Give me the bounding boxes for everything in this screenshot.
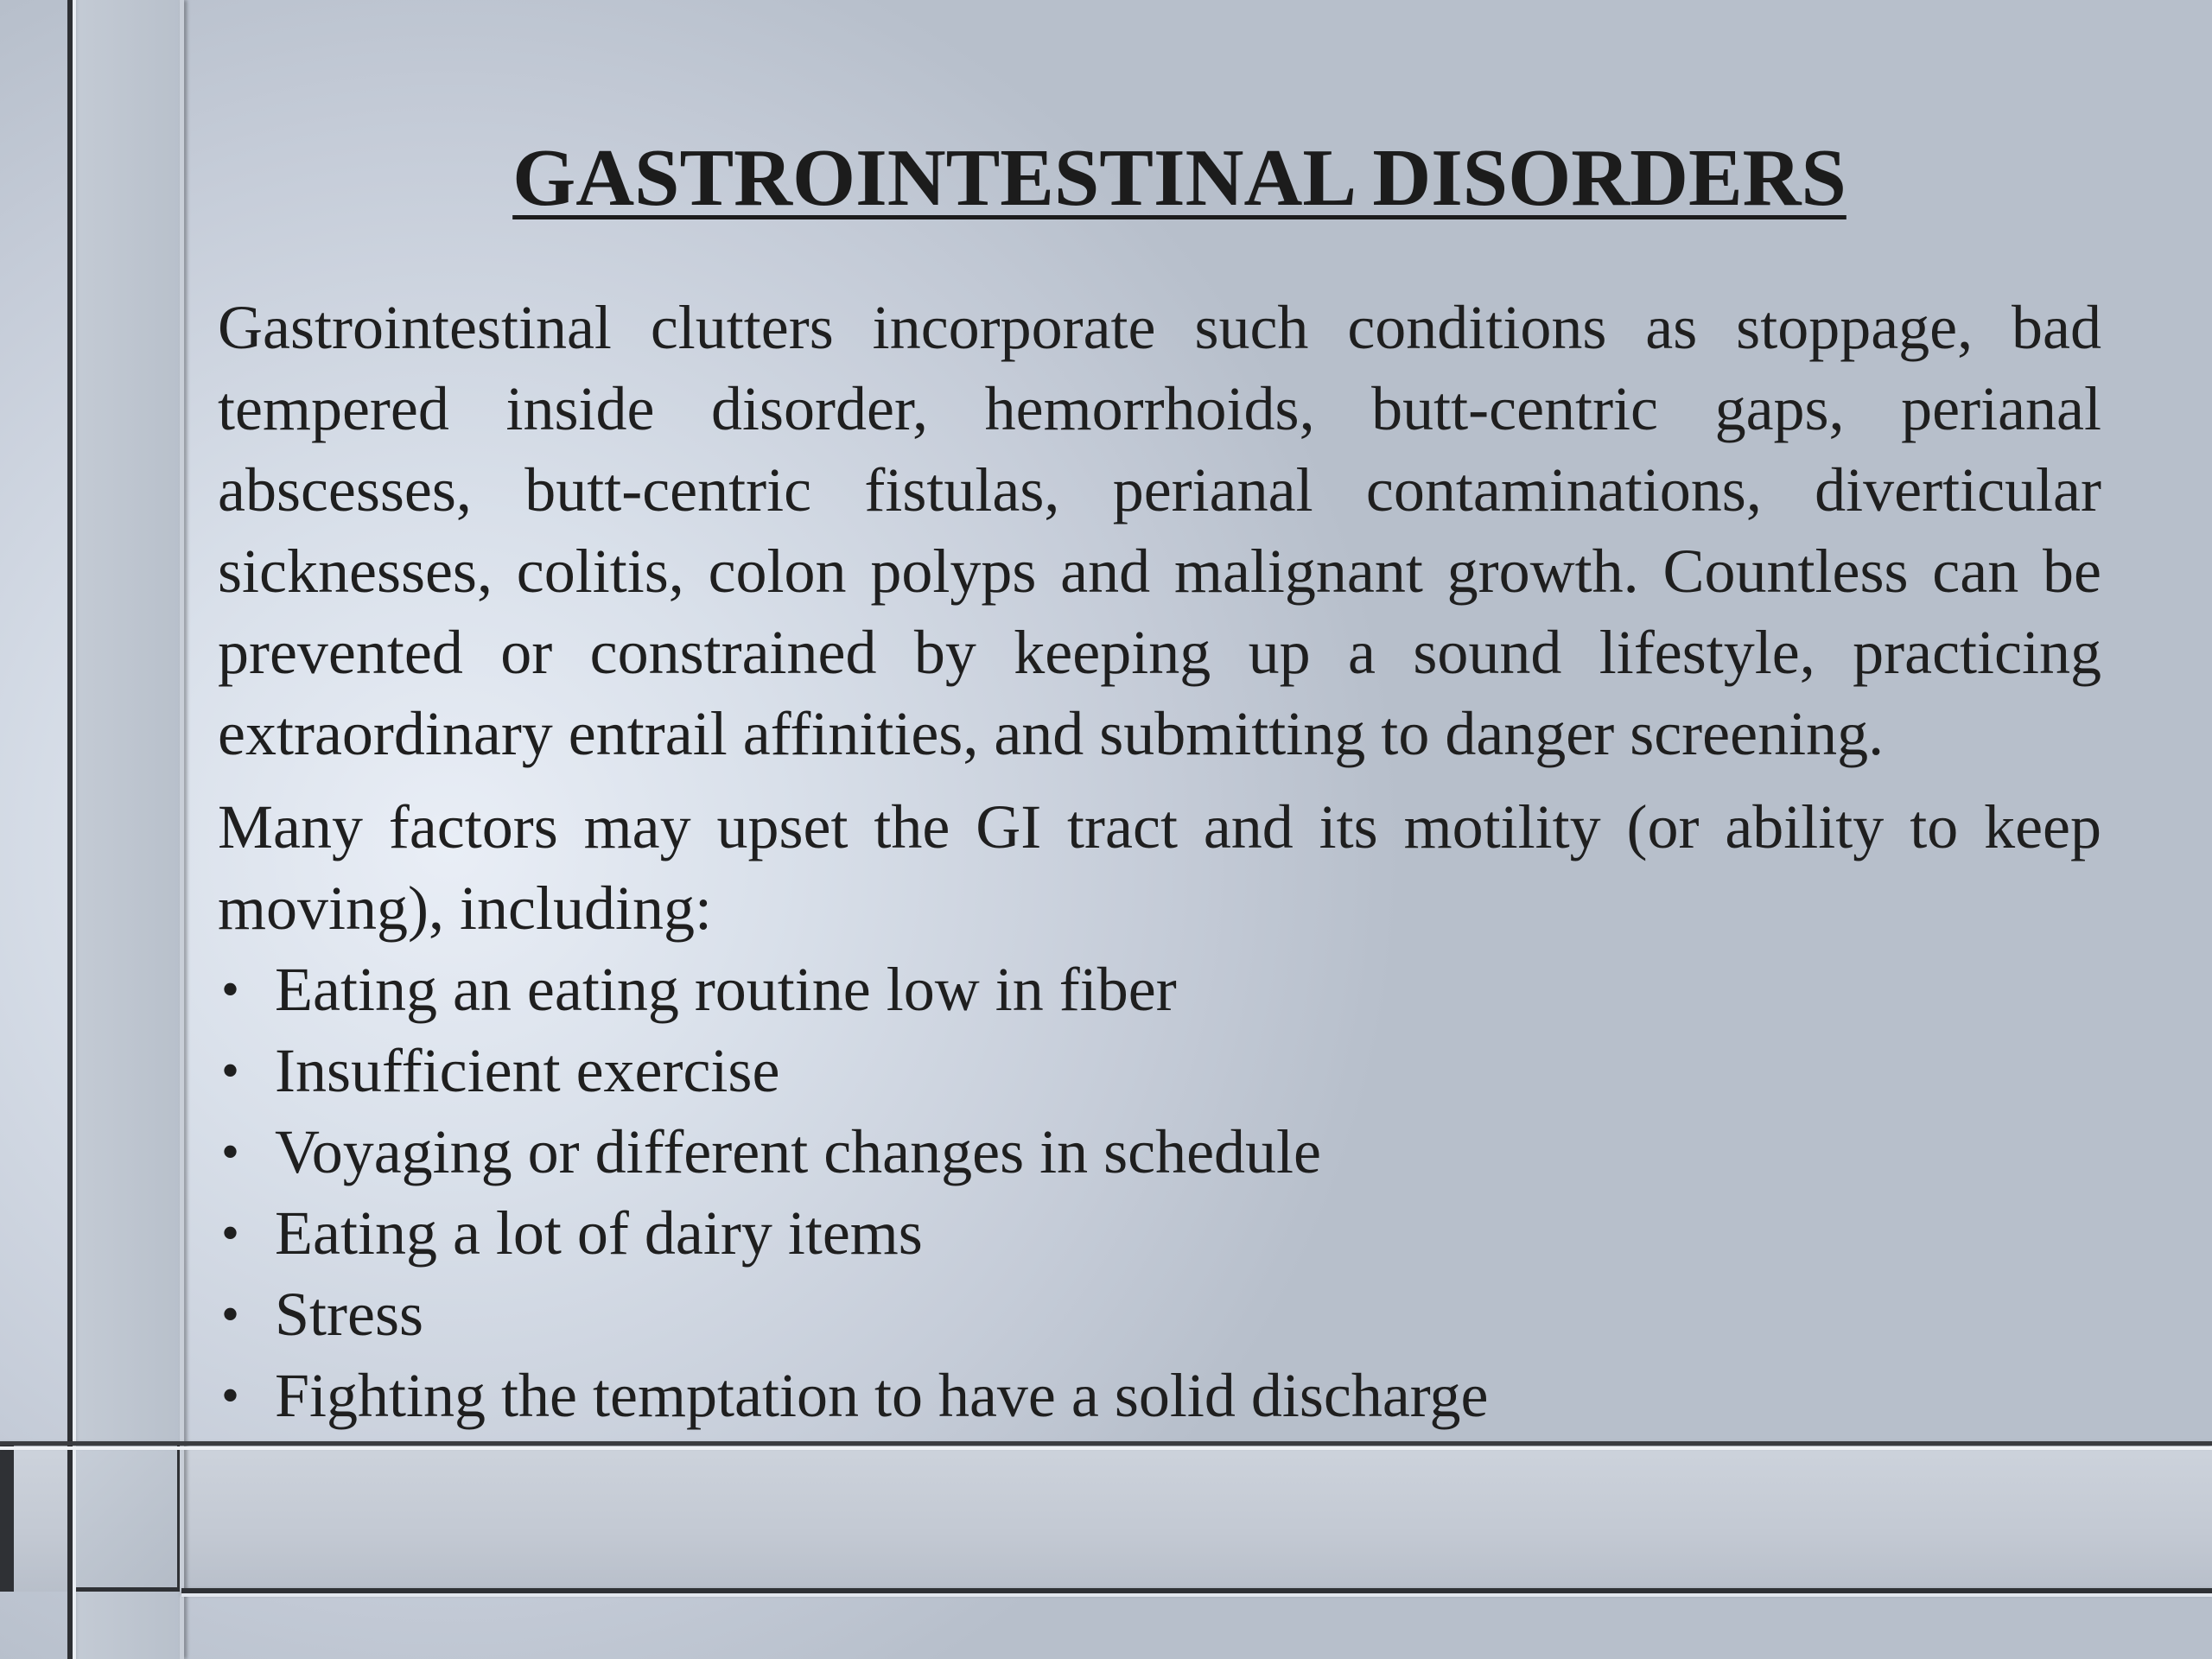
list-item-text: Fighting the temptation to have a solid discharge — [275, 1361, 1489, 1430]
list-item — [218, 1355, 2101, 1436]
list-item — [218, 1274, 2101, 1355]
bullet-icon: • — [221, 961, 240, 1018]
list-item-text: Voyaging or different changes in schedule — [275, 1117, 1321, 1186]
factors-intro-paragraph: Many factors may upset the GI tract and its motility (or ability to keep moving), including: — [218, 792, 2101, 943]
factors-list — [218, 949, 2101, 1436]
frame-vertical-highlight — [73, 0, 76, 1659]
slide-content — [218, 287, 2101, 1436]
frame-vertical-band — [71, 0, 181, 1659]
slide-title — [0, 126, 2212, 230]
list-item — [218, 1030, 2101, 1111]
frame-horizontal-band — [0, 1445, 2212, 1592]
frame-horizontal-highlight-top — [0, 1446, 2212, 1450]
list-item-text: Eating a lot of dairy items — [275, 1198, 923, 1268]
bullet-icon: • — [221, 1286, 240, 1343]
frame-horizontal-highlight-bottom — [181, 1593, 2212, 1597]
frame-corner-box — [71, 1445, 181, 1592]
frame-vertical-line-inner — [180, 0, 184, 1659]
list-item — [218, 1111, 2101, 1192]
bullet-icon: • — [221, 1367, 240, 1424]
slide-title-text: GASTROINTESTINAL DISORDERS — [512, 133, 1847, 223]
list-item-text: Insufficient exercise — [275, 1036, 780, 1105]
bullet-icon: • — [221, 1042, 240, 1099]
list-item-text: Eating an eating routine low in fiber — [275, 955, 1177, 1024]
bullet-icon: • — [221, 1123, 240, 1180]
list-item — [218, 949, 2101, 1030]
frame-horizontal-line-top — [0, 1441, 2212, 1446]
intro-paragraph: Gastrointestinal clutters incorporate such conditions as stoppage, bad tempered inside disorder, hemorrhoids, butt-centric gaps, perianal abscesses, butt-centric fistulas, perianal contaminations, diverticular sicknesses, colitis, colon polyps and malignant growth. Countless can be prevented or constrained by keeping up a sound lifestyle, practicing extraordinary entrail affinities, and submitting to danger screening. — [218, 293, 2101, 768]
frame-corner-left — [0, 1445, 14, 1592]
list-item-text: Stress — [275, 1280, 424, 1349]
bullet-icon: • — [221, 1205, 240, 1262]
list-item — [218, 1192, 2101, 1274]
